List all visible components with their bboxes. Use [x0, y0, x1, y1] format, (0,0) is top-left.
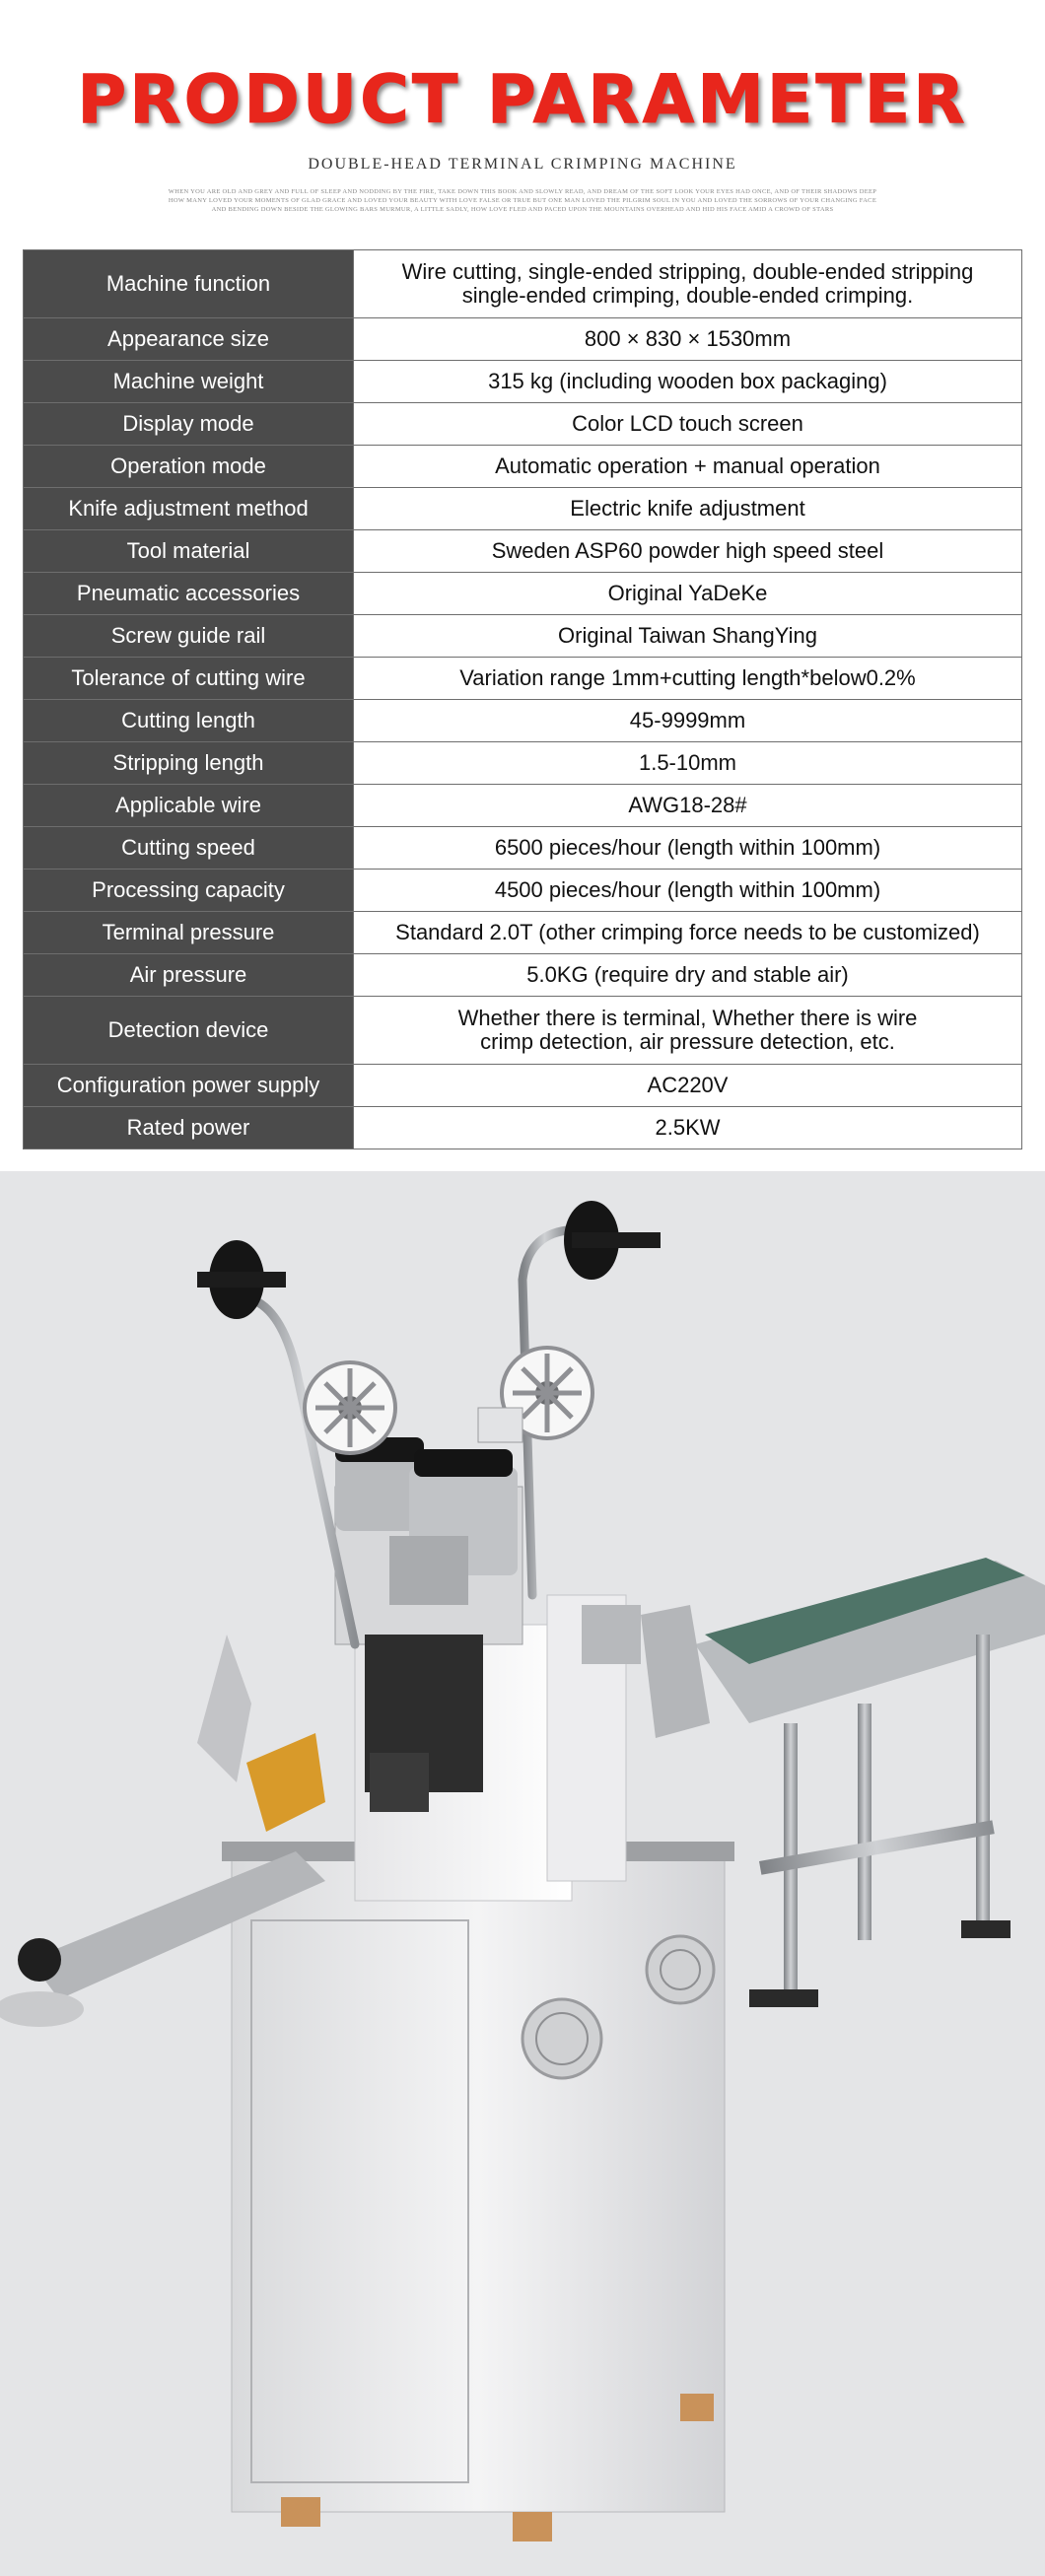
- param-value: [354, 318, 1022, 361]
- reel-holders: [197, 1201, 661, 1319]
- param-value: [354, 827, 1022, 870]
- param-value-line: Variation range 1mm+cutting length*below0.2%: [459, 665, 916, 690]
- param-value-line: Electric knife adjustment: [570, 496, 805, 521]
- param-value-line: 2.5KW: [655, 1115, 721, 1140]
- param-label: Display mode: [24, 403, 354, 446]
- machine-cabinet: [222, 1842, 734, 2541]
- crimping-machine-illustration: [0, 1171, 1045, 2576]
- param-value-line: 6500 pieces/hour (length within 100mm): [494, 835, 881, 860]
- param-value-line: 1.5-10mm: [638, 750, 737, 775]
- table-row: [24, 658, 1022, 700]
- param-label: Operation mode: [24, 446, 354, 488]
- param-value: [354, 997, 1022, 1065]
- param-value-line: 45-9999mm: [629, 708, 746, 732]
- param-value: [354, 403, 1022, 446]
- param-value-line: Wire cutting, single-ended stripping, double-ended stripping: [401, 259, 974, 284]
- conveyor-frame: [695, 1558, 1045, 2007]
- decorative-fine-print: [118, 187, 927, 214]
- param-value: [354, 488, 1022, 530]
- table-row: [24, 250, 1022, 318]
- param-value: [354, 700, 1022, 742]
- param-value-line: Original Taiwan ShangYing: [558, 623, 817, 648]
- table-row: [24, 785, 1022, 827]
- param-value: [354, 954, 1022, 997]
- output-chute: [641, 1605, 710, 1738]
- table-row: [24, 573, 1022, 615]
- param-value-line: Whether there is terminal, Whether there is wire: [457, 1006, 918, 1030]
- param-value: [354, 446, 1022, 488]
- param-label: Machine weight: [24, 361, 354, 403]
- param-value-line: crimp detection, air pressure detection, etc.: [480, 1029, 895, 1054]
- param-label: Cutting speed: [24, 827, 354, 870]
- param-value: [354, 573, 1022, 615]
- param-label: Air pressure: [24, 954, 354, 997]
- param-label: Knife adjustment method: [24, 488, 354, 530]
- param-value-line: Original YaDeKe: [607, 581, 768, 605]
- param-value-line: AWG18-28#: [628, 793, 747, 817]
- param-value: [354, 742, 1022, 785]
- param-label: Machine function: [24, 250, 354, 318]
- table-row: [24, 1107, 1022, 1149]
- param-label: Appearance size: [24, 318, 354, 361]
- param-label: Configuration power supply: [24, 1065, 354, 1107]
- product-photo: [0, 1171, 1045, 2576]
- param-value-line: single-ended crimping, double-ended crimping.: [461, 283, 914, 308]
- param-value: [354, 361, 1022, 403]
- param-value: [354, 912, 1022, 954]
- table-row: [24, 870, 1022, 912]
- param-value-line: 800 × 830 × 1530mm: [584, 326, 792, 351]
- table-row: [24, 318, 1022, 361]
- table-row: [24, 488, 1022, 530]
- param-label: Pneumatic accessories: [24, 573, 354, 615]
- param-value-line: 315 kg (including wooden box packaging): [488, 369, 887, 393]
- param-label: Rated power: [24, 1107, 354, 1149]
- table-row: [24, 615, 1022, 658]
- param-value-line: Automatic operation + manual operation: [495, 453, 880, 478]
- fine-print-line: AND BENDING DOWN BESIDE THE GLOWING BARS MURMUR, A LITTLE SADLY, HOW LOVE FLED AND PACED UPON THE MOUNTAINS OVERHEAD AND HID HIS FACE AMID A CROWD OF STARS: [211, 206, 834, 213]
- param-label: Stripping length: [24, 742, 354, 785]
- table-row: [24, 530, 1022, 573]
- param-label: Tool material: [24, 530, 354, 573]
- param-label: Screw guide rail: [24, 615, 354, 658]
- param-value: [354, 658, 1022, 700]
- param-value-line: 5.0KG (require dry and stable air): [526, 962, 849, 987]
- param-value-line: AC220V: [647, 1073, 729, 1097]
- param-label: Tolerance of cutting wire: [24, 658, 354, 700]
- param-value: [354, 1065, 1022, 1107]
- param-label: Terminal pressure: [24, 912, 354, 954]
- param-value: [354, 615, 1022, 658]
- table-row: [24, 912, 1022, 954]
- fine-print-line: WHEN YOU ARE OLD AND GREY AND FULL OF SLEEP AND NODDING BY THE FIRE, TAKE DOWN THIS BOOK AND SLOWLY READ, AND DREAM OF THE SOFT LOOK YOUR EYES HAD ONCE, AND OF THEIR SHADOWS DEEP: [168, 188, 877, 195]
- table-row: [24, 1065, 1022, 1107]
- fine-print-line: HOW MANY LOVED YOUR MOMENTS OF GLAD GRACE AND LOVED YOUR BEAUTY WITH LOVE FALSE OR TRUE BUT ONE MAN LOVED THE PILGRIM SOUL IN YOU AND LOVED THE SORROWS OF YOUR CHANGING FACE: [168, 197, 877, 204]
- param-label: Applicable wire: [24, 785, 354, 827]
- param-value-line: Sweden ASP60 powder high speed steel: [491, 538, 884, 563]
- terminal-reels: [305, 1348, 592, 1453]
- param-label: Detection device: [24, 997, 354, 1065]
- param-value: [354, 785, 1022, 827]
- param-label: Processing capacity: [24, 870, 354, 912]
- param-label: Cutting length: [24, 700, 354, 742]
- page-title: PRODUCT PARAMETER: [77, 61, 968, 139]
- header: [0, 0, 1045, 222]
- table-row: [24, 827, 1022, 870]
- table-row: [24, 997, 1022, 1065]
- table-row: [24, 742, 1022, 785]
- table-row: [24, 361, 1022, 403]
- table-row: [24, 700, 1022, 742]
- param-value-line: Color LCD touch screen: [572, 411, 803, 436]
- param-value: [354, 1107, 1022, 1149]
- parameter-table: [23, 249, 1022, 1149]
- page-subtitle: DOUBLE-HEAD TERMINAL CRIMPING MACHINE: [308, 156, 737, 173]
- param-value: [354, 250, 1022, 318]
- table-row: [24, 446, 1022, 488]
- table-row: [24, 403, 1022, 446]
- param-value: [354, 870, 1022, 912]
- param-value-line: Standard 2.0T (other crimping force needs to be customized): [395, 920, 980, 944]
- param-value: [354, 530, 1022, 573]
- table-row: [24, 954, 1022, 997]
- param-value-line: 4500 pieces/hour (length within 100mm): [494, 877, 881, 902]
